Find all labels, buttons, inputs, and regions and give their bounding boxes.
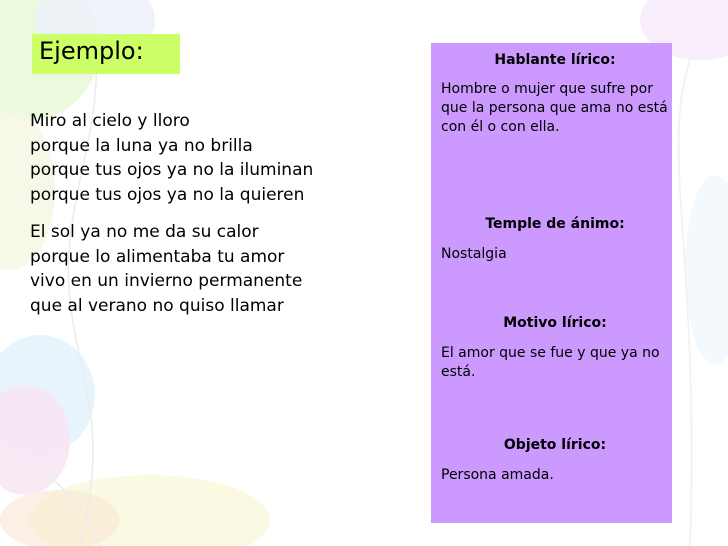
title-box [32,34,180,74]
page-title: Ejemplo: [39,37,144,65]
poem-line: que al verano no quiso llamar [30,295,284,316]
hablante-section [441,51,669,137]
motivo-section [441,314,669,382]
poem-line: porque tus ojos ya no la iluminan [30,160,314,180]
poem-line: vivo en un invierno permanente [30,271,303,291]
poem-line: porque lo alimentaba tu amor [30,246,285,267]
temple-text: Nostalgia [441,246,507,262]
poem-stanza-2 [30,220,410,318]
hablante-heading: Hablante lírico: [494,52,616,68]
poem-line: El sol ya no me da su calor [30,222,259,242]
temple-heading: Temple de ánimo: [485,216,625,232]
motivo-heading: Motivo lírico: [503,315,607,331]
hablante-text: Hombre o mujer que sufre por que la persona que ama no está con él o con ella. [441,81,668,135]
motivo-text: El amor que se fue y que ya no está. [441,345,660,380]
objeto-heading: Objeto lírico: [503,437,607,453]
analysis-panel [431,43,672,523]
objeto-text: Persona amada. [441,467,554,483]
poem-line: porque la luna ya no brilla [30,135,253,156]
poem-line: porque tus ojos ya no la quieren [30,184,305,205]
temple-section [441,215,669,264]
poem [30,109,410,331]
objeto-section [441,436,669,485]
poem-stanza-1 [30,109,410,207]
poem-line: Miro al cielo y lloro [30,111,190,131]
